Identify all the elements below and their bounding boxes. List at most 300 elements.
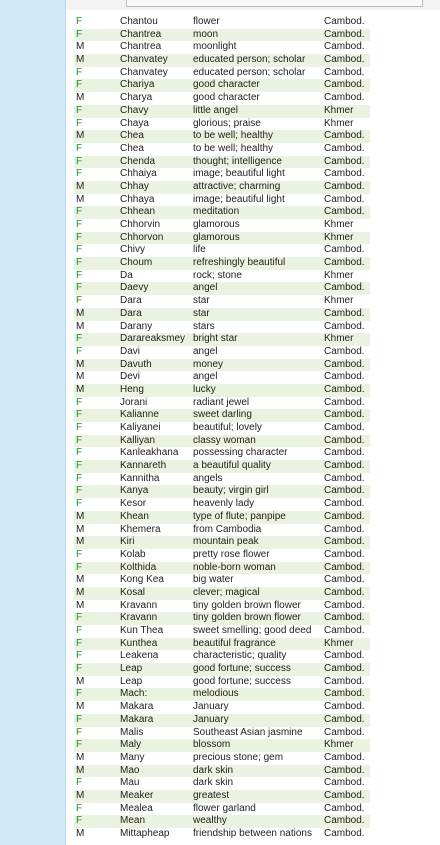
table-row <box>74 650 370 663</box>
name-cell: Dara <box>120 307 142 319</box>
meaning-cell: star <box>193 307 210 319</box>
gender-cell: F <box>76 104 83 116</box>
name-cell: Malis <box>120 726 144 738</box>
meaning-cell: January <box>193 713 229 725</box>
name-cell: Kiri <box>120 536 135 548</box>
table-row <box>74 105 370 118</box>
table-row <box>74 688 370 701</box>
gender-cell: M <box>76 828 85 839</box>
table-row <box>74 232 370 245</box>
name-cell: Choum <box>120 257 153 269</box>
origin-cell: Cambod. <box>324 180 365 192</box>
meaning-cell: melodious <box>193 688 239 700</box>
meaning-cell: to be well; healthy <box>193 130 274 142</box>
origin-cell: Cambod. <box>324 396 365 408</box>
gender-cell: M <box>76 383 85 395</box>
name-cell: Kalliyan <box>120 434 156 446</box>
origin-cell: Cambod. <box>324 751 365 763</box>
name-cell: Heng <box>120 383 144 395</box>
table-row <box>74 321 370 334</box>
name-cell: Leap <box>120 663 143 675</box>
meaning-cell: to be well; healthy <box>193 142 274 154</box>
meaning-cell: classy woman <box>193 434 256 446</box>
name-cell: Chhaiya <box>120 168 157 180</box>
meaning-cell: good character <box>193 79 260 91</box>
meaning-cell: moonlight <box>193 41 237 53</box>
table-row <box>74 346 370 359</box>
meaning-cell: life <box>193 244 206 256</box>
name-cell: Mean <box>120 815 146 827</box>
gender-cell: F <box>76 688 83 700</box>
table-row <box>74 803 370 816</box>
gender-cell: F <box>76 422 83 433</box>
origin-cell: Cambod. <box>324 155 365 167</box>
name-cell: Da <box>120 269 133 281</box>
origin-cell: Cambod. <box>324 701 365 713</box>
name-cell: Mach: <box>120 688 148 700</box>
gender-cell: F <box>76 663 83 675</box>
meaning-cell: noble-born woman <box>193 561 276 573</box>
meaning-cell: good fortune; success <box>193 675 291 687</box>
meaning-cell: angel <box>193 282 218 294</box>
meaning-cell: glamorous <box>193 231 240 243</box>
gender-cell: M <box>76 536 85 548</box>
table-row <box>74 333 370 346</box>
origin-cell: Cambod. <box>324 510 365 522</box>
meaning-cell: educated person; scholar <box>193 66 306 78</box>
table-row <box>74 92 370 105</box>
gender-cell: M <box>76 307 85 319</box>
name-cell: Chanvatey <box>120 66 168 78</box>
table-row <box>74 54 370 67</box>
name-cell: Kaliyanei <box>120 422 161 433</box>
meaning-cell: good fortune; success <box>193 663 291 675</box>
gender-cell: F <box>76 460 83 472</box>
table-row <box>74 371 370 384</box>
name-cell: Daevy <box>120 282 149 294</box>
table-row <box>74 701 370 714</box>
meaning-cell: sweet darling <box>193 409 252 421</box>
gender-cell: M <box>76 574 85 586</box>
meaning-cell: meditation <box>193 206 240 218</box>
origin-cell: Cambod. <box>324 688 365 700</box>
gender-cell: F <box>76 219 83 230</box>
table-row <box>74 714 370 727</box>
gender-cell: F <box>76 396 83 408</box>
name-cell: Makara <box>120 701 154 713</box>
name-cell: Chhorvon <box>120 231 164 243</box>
origin-cell: Cambod. <box>324 434 365 446</box>
origin-cell: Cambod. <box>324 447 365 459</box>
origin-cell: Cambod. <box>324 130 365 142</box>
origin-cell: Cambod. <box>324 764 365 776</box>
origin-cell: Cambod. <box>324 485 365 497</box>
origin-cell: Khmer <box>324 117 354 129</box>
meaning-cell: big water <box>193 574 234 586</box>
gender-cell: F <box>76 66 83 78</box>
name-cell: Kravann <box>120 599 158 611</box>
meaning-cell: lucky <box>193 383 216 395</box>
table-row <box>74 422 370 435</box>
origin-cell: Cambod. <box>324 523 365 535</box>
gender-cell: F <box>76 612 83 624</box>
name-cell: Makara <box>120 713 154 725</box>
meaning-cell: refreshingly beautiful <box>193 257 286 269</box>
meaning-cell: tiny golden brown flower <box>193 612 301 624</box>
gender-cell: F <box>76 739 83 751</box>
gender-cell: M <box>76 599 85 611</box>
origin-cell: Cambod. <box>324 168 365 180</box>
meaning-cell: star <box>193 295 210 307</box>
table-row <box>74 638 370 651</box>
meaning-cell: glorious; praise <box>193 117 261 129</box>
meaning-cell: dark skin <box>193 777 234 789</box>
meaning-cell: Southeast Asian jasmine <box>193 726 303 738</box>
top-scroll-area <box>66 0 440 10</box>
table-row <box>74 790 370 803</box>
name-cell: Chea <box>120 142 144 154</box>
meaning-cell: dark skin <box>193 764 234 776</box>
gender-cell: M <box>76 54 85 66</box>
origin-cell: Cambod. <box>324 16 365 27</box>
table-row <box>74 828 370 841</box>
meaning-cell: thought; intelligence <box>193 155 282 167</box>
name-cell: Kanya <box>120 485 149 497</box>
origin-cell: Cambod. <box>324 828 365 839</box>
name-cell: Darareaksmey <box>120 333 186 345</box>
meaning-cell: angel <box>193 345 218 357</box>
origin-cell: Khmer <box>324 295 354 307</box>
name-cell: Khean <box>120 510 149 522</box>
meaning-cell: money <box>193 358 224 370</box>
name-cell: Chavy <box>120 104 149 116</box>
gender-cell: F <box>76 168 83 180</box>
origin-cell: Cambod. <box>324 257 365 269</box>
table-row <box>74 219 370 232</box>
origin-cell: Cambod. <box>324 815 365 827</box>
meaning-cell: attractive; charming <box>193 180 281 192</box>
meaning-cell: image; beautiful light <box>193 168 285 180</box>
gender-cell: F <box>76 561 83 573</box>
table-row <box>74 765 370 778</box>
table-row <box>74 676 370 689</box>
origin-cell: Cambod. <box>324 41 365 53</box>
origin-cell: Cambod. <box>324 663 365 675</box>
name-cell: Kravann <box>120 612 158 624</box>
origin-cell: Cambod. <box>324 307 365 319</box>
gender-cell: F <box>76 244 83 256</box>
origin-cell: Khmer <box>324 637 354 649</box>
gender-cell: F <box>76 409 83 421</box>
origin-cell: Cambod. <box>324 345 365 357</box>
name-cell: Khemera <box>120 523 161 535</box>
name-cell: Kalianne <box>120 409 159 421</box>
origin-cell: Khmer <box>324 269 354 281</box>
origin-cell: Cambod. <box>324 206 365 218</box>
meaning-cell: precious stone; gem <box>193 751 284 763</box>
name-cell: Kolab <box>120 548 146 560</box>
name-cell: Many <box>120 751 145 763</box>
origin-cell: Cambod. <box>324 422 365 433</box>
table-row <box>74 282 370 295</box>
origin-cell: Cambod. <box>324 28 365 40</box>
meaning-cell: mountain peak <box>193 536 259 548</box>
gender-cell: F <box>76 472 83 484</box>
origin-cell: Khmer <box>324 739 354 751</box>
meaning-cell: characteristic; quality <box>193 650 287 662</box>
gender-cell: F <box>76 295 83 307</box>
meaning-cell: moon <box>193 28 219 40</box>
origin-cell: Cambod. <box>324 802 365 814</box>
origin-cell: Cambod. <box>324 675 365 687</box>
meaning-cell: rock; stone <box>193 269 242 281</box>
gender-cell: M <box>76 751 85 763</box>
name-cell: Mittapheap <box>120 828 170 839</box>
table-row <box>74 498 370 511</box>
name-cell: Kun Thea <box>120 625 164 636</box>
gender-cell: F <box>76 777 83 789</box>
origin-cell: Cambod. <box>324 320 365 332</box>
meaning-cell: beautiful fragrance <box>193 637 276 649</box>
gender-cell: M <box>76 371 85 383</box>
gender-cell: F <box>76 282 83 294</box>
name-cell: Chantrea <box>120 28 162 40</box>
name-cell: Mao <box>120 764 140 776</box>
gender-cell: F <box>76 485 83 497</box>
name-cell: Kosal <box>120 586 146 598</box>
meaning-cell: stars <box>193 320 215 332</box>
name-cell: Kunthea <box>120 637 158 649</box>
name-cell: Chantou <box>120 16 158 27</box>
gender-cell: F <box>76 117 83 129</box>
table-row <box>74 308 370 321</box>
table-row <box>74 815 370 828</box>
gender-cell: M <box>76 130 85 142</box>
origin-cell: Cambod. <box>324 713 365 725</box>
origin-cell: Cambod. <box>324 244 365 256</box>
gender-cell: F <box>76 713 83 725</box>
origin-cell: Cambod. <box>324 92 365 104</box>
table-row <box>74 181 370 194</box>
origin-cell: Cambod. <box>324 726 365 738</box>
table-row <box>74 536 370 549</box>
origin-cell: Cambod. <box>324 586 365 598</box>
table-row <box>74 29 370 42</box>
gender-cell: M <box>76 675 85 687</box>
name-cell: Davi <box>120 345 141 357</box>
origin-cell: Cambod. <box>324 383 365 395</box>
table-row <box>74 79 370 92</box>
table-row <box>74 663 370 676</box>
table-row <box>74 587 370 600</box>
table-row <box>74 384 370 397</box>
meaning-cell: educated person; scholar <box>193 54 306 66</box>
name-cell: Dara <box>120 295 142 307</box>
name-cell: Kannitha <box>120 472 160 484</box>
gender-cell: M <box>76 358 85 370</box>
name-cell: Chea <box>120 130 144 142</box>
gender-cell: F <box>76 498 83 510</box>
table-row <box>74 435 370 448</box>
gender-cell: F <box>76 625 83 636</box>
table-row <box>74 67 370 80</box>
table-row <box>74 612 370 625</box>
table-row <box>74 143 370 156</box>
gender-cell: F <box>76 269 83 281</box>
table-row <box>74 727 370 740</box>
meaning-cell: glamorous <box>193 219 240 230</box>
meaning-cell: flower <box>193 16 220 27</box>
origin-cell: Cambod. <box>324 561 365 573</box>
name-cell: Mau <box>120 777 140 789</box>
meaning-cell: clever; magical <box>193 586 260 598</box>
gender-cell: F <box>76 28 83 40</box>
gender-cell: M <box>76 193 85 205</box>
gender-cell: M <box>76 789 85 801</box>
gender-cell: F <box>76 333 83 345</box>
meaning-cell: greatest <box>193 789 230 801</box>
meaning-cell: beauty; virgin girl <box>193 485 269 497</box>
name-cell: Meaker <box>120 789 154 801</box>
meaning-cell: pretty rose flower <box>193 548 270 560</box>
name-cell: Chhorvin <box>120 219 161 230</box>
top-frame <box>126 0 423 7</box>
origin-cell: Cambod. <box>324 599 365 611</box>
name-cell: Davuth <box>120 358 152 370</box>
meaning-cell: bright star <box>193 333 238 345</box>
table-row <box>74 473 370 486</box>
origin-cell: Cambod. <box>324 142 365 154</box>
name-cell: Kanleakhana <box>120 447 179 459</box>
table-row <box>74 397 370 410</box>
meaning-cell: wealthy <box>193 815 227 827</box>
table-row <box>74 206 370 219</box>
name-cell: Maly <box>120 739 142 751</box>
origin-cell: Cambod. <box>324 282 365 294</box>
meaning-cell: beautiful; lovely <box>193 422 262 433</box>
table-row <box>74 156 370 169</box>
gender-cell: F <box>76 345 83 357</box>
gender-cell: F <box>76 548 83 560</box>
name-cell: Darany <box>120 320 153 332</box>
gender-cell: F <box>76 206 83 218</box>
meaning-cell: possessing character <box>193 447 288 459</box>
gender-cell: F <box>76 637 83 649</box>
gender-cell: F <box>76 257 83 269</box>
name-cell: Chaya <box>120 117 149 129</box>
origin-cell: Cambod. <box>324 777 365 789</box>
gender-cell: F <box>76 802 83 814</box>
meaning-cell: angels <box>193 472 223 484</box>
origin-cell: Cambod. <box>324 612 365 624</box>
table-row <box>74 130 370 143</box>
origin-cell: Cambod. <box>324 536 365 548</box>
name-cell: Chariya <box>120 79 155 91</box>
name-cell: Devi <box>120 371 141 383</box>
origin-cell: Cambod. <box>324 625 365 636</box>
origin-cell: Cambod. <box>324 574 365 586</box>
name-cell: Kolthida <box>120 561 157 573</box>
name-cell: Chivy <box>120 244 146 256</box>
origin-cell: Cambod. <box>324 472 365 484</box>
gender-cell: F <box>76 155 83 167</box>
table-row <box>74 777 370 790</box>
table-row <box>74 409 370 422</box>
gender-cell: M <box>76 764 85 776</box>
meaning-cell: little angel <box>193 104 239 116</box>
gender-cell: F <box>76 650 83 662</box>
meaning-cell: radiant jewel <box>193 396 250 408</box>
name-cell: Jorani <box>120 396 148 408</box>
origin-cell: Cambod. <box>324 409 365 421</box>
origin-cell: Cambod. <box>324 498 365 510</box>
origin-cell: Cambod. <box>324 789 365 801</box>
name-cell: Chanvatey <box>120 54 168 66</box>
origin-cell: Cambod. <box>324 650 365 662</box>
gender-cell: F <box>76 231 83 243</box>
meaning-cell: type of flute; panpipe <box>193 510 286 522</box>
gender-cell: F <box>76 815 83 827</box>
origin-cell: Cambod. <box>324 358 365 370</box>
origin-cell: Khmer <box>324 219 354 230</box>
table-row <box>74 549 370 562</box>
names-table <box>74 16 370 841</box>
gender-cell: F <box>76 16 83 27</box>
meaning-cell: January <box>193 701 229 713</box>
name-cell: Kannareth <box>120 460 167 472</box>
table-row <box>74 244 370 257</box>
origin-cell: Khmer <box>324 231 354 243</box>
table-row <box>74 16 370 29</box>
name-cell: Leap <box>120 675 143 687</box>
meaning-cell: sweet smelling; good deed <box>193 625 312 636</box>
origin-cell: Cambod. <box>324 66 365 78</box>
gender-cell: F <box>76 79 83 91</box>
gender-cell: M <box>76 41 85 53</box>
name-cell: Chhean <box>120 206 156 218</box>
meaning-cell: heavenly lady <box>193 498 255 510</box>
table-row <box>74 270 370 283</box>
meaning-cell: tiny golden brown flower <box>193 599 301 611</box>
table-row <box>74 562 370 575</box>
meaning-cell: good character <box>193 92 260 104</box>
name-cell: Chenda <box>120 155 156 167</box>
meaning-cell: image; beautiful light <box>193 193 285 205</box>
table-row <box>74 118 370 131</box>
table-row <box>74 739 370 752</box>
meaning-cell: flower garland <box>193 802 256 814</box>
table-row <box>74 485 370 498</box>
origin-cell: Khmer <box>324 333 354 345</box>
gender-cell: M <box>76 180 85 192</box>
origin-cell: Cambod. <box>324 193 365 205</box>
gender-cell: M <box>76 92 85 104</box>
left-sidebar-panel <box>0 0 66 845</box>
meaning-cell: blossom <box>193 739 231 751</box>
name-cell: Chantrea <box>120 41 162 53</box>
gender-cell: M <box>76 586 85 598</box>
origin-cell: Cambod. <box>324 54 365 66</box>
meaning-cell: friendship between nations <box>193 828 312 839</box>
gender-cell: F <box>76 447 83 459</box>
table-row <box>74 625 370 638</box>
meaning-cell: a beautiful quality <box>193 460 271 472</box>
table-row <box>74 41 370 54</box>
origin-cell: Cambod. <box>324 548 365 560</box>
table-row <box>74 511 370 524</box>
gender-cell: F <box>76 142 83 154</box>
meaning-cell: angel <box>193 371 218 383</box>
